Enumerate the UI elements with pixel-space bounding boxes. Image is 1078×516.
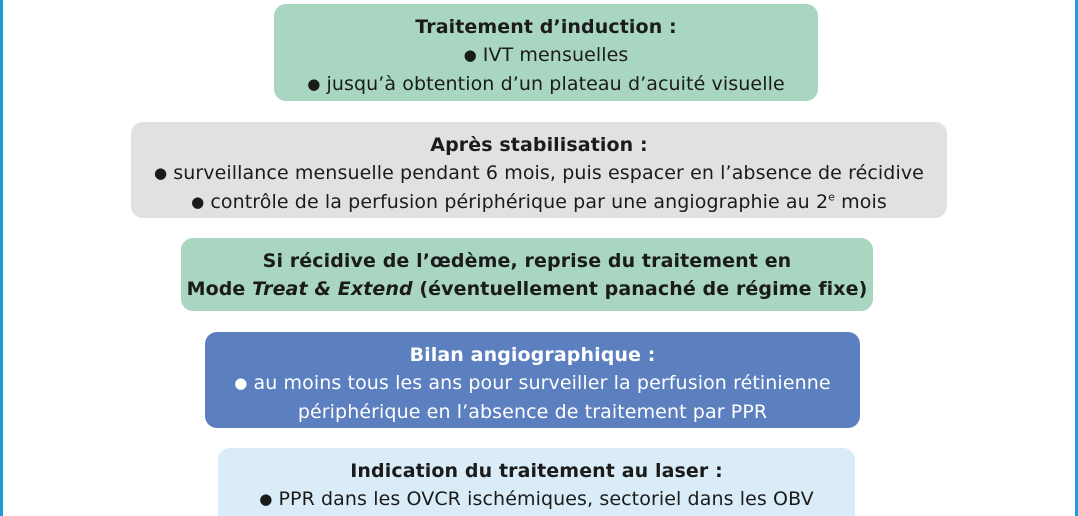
stabilization-item-2-text: contrôle de la perfusion périphérique par une angiographie au 2 bbox=[210, 191, 829, 213]
angiography-item-line-1 bbox=[205, 369, 860, 398]
recurrence-line-2 bbox=[181, 275, 873, 303]
stabilization-item-2-superscript: e bbox=[828, 190, 836, 204]
stabilization-title: Après stabilisation : bbox=[430, 134, 648, 156]
recurrence-line-2-prefix: Mode bbox=[186, 278, 253, 300]
induction-item-1-text: IVT mensuelles bbox=[482, 44, 629, 66]
stabilization-item-2 bbox=[131, 188, 947, 217]
recurrence-box bbox=[181, 238, 873, 311]
stabilization-box bbox=[131, 122, 947, 218]
bullet-icon: ● bbox=[259, 490, 273, 508]
angiography-title: Bilan angiographique : bbox=[409, 344, 656, 366]
stabilization-item-1-text: surveillance mensuelle pendant 6 mois, puis espacer en l’absence de récidive bbox=[173, 162, 924, 184]
induction-item-2-text: jusqu’à obtention d’un plateau d’acuité visuelle bbox=[326, 73, 785, 95]
angiography-item-line-1-text: au moins tous les ans pour surveiller la perfusion rétinienne bbox=[253, 372, 831, 394]
induction-item-2 bbox=[274, 70, 818, 99]
angiography-item-line-2: périphérique en l’absence de traitement par PPR bbox=[297, 401, 768, 423]
bullet-icon: ● bbox=[154, 164, 168, 182]
laser-item-text: PPR dans les OVCR ischémiques, sectoriel dans les OBV bbox=[278, 488, 814, 510]
angiography-box bbox=[205, 332, 860, 428]
recurrence-line-2-suffix: (éventuellement panaché de régime fixe) bbox=[412, 278, 868, 300]
bullet-icon: ● bbox=[234, 374, 248, 392]
laser-title: Indication du traitement au laser : bbox=[350, 460, 723, 482]
bullet-icon: ● bbox=[463, 46, 477, 64]
stabilization-item-2-suffix: mois bbox=[835, 191, 887, 213]
bullet-icon: ● bbox=[307, 75, 321, 93]
bullet-icon: ● bbox=[191, 193, 205, 211]
recurrence-line-1: Si récidive de l’œdème, reprise du traitement en bbox=[262, 250, 792, 272]
induction-treatment-box bbox=[274, 4, 818, 101]
stabilization-item-1 bbox=[131, 159, 947, 188]
treat-extend-label: Treat & Extend bbox=[252, 278, 413, 300]
induction-title: Traitement d’induction : bbox=[415, 16, 677, 38]
laser-indication-box bbox=[218, 448, 855, 516]
induction-item-1 bbox=[274, 41, 818, 70]
laser-item bbox=[218, 485, 855, 514]
